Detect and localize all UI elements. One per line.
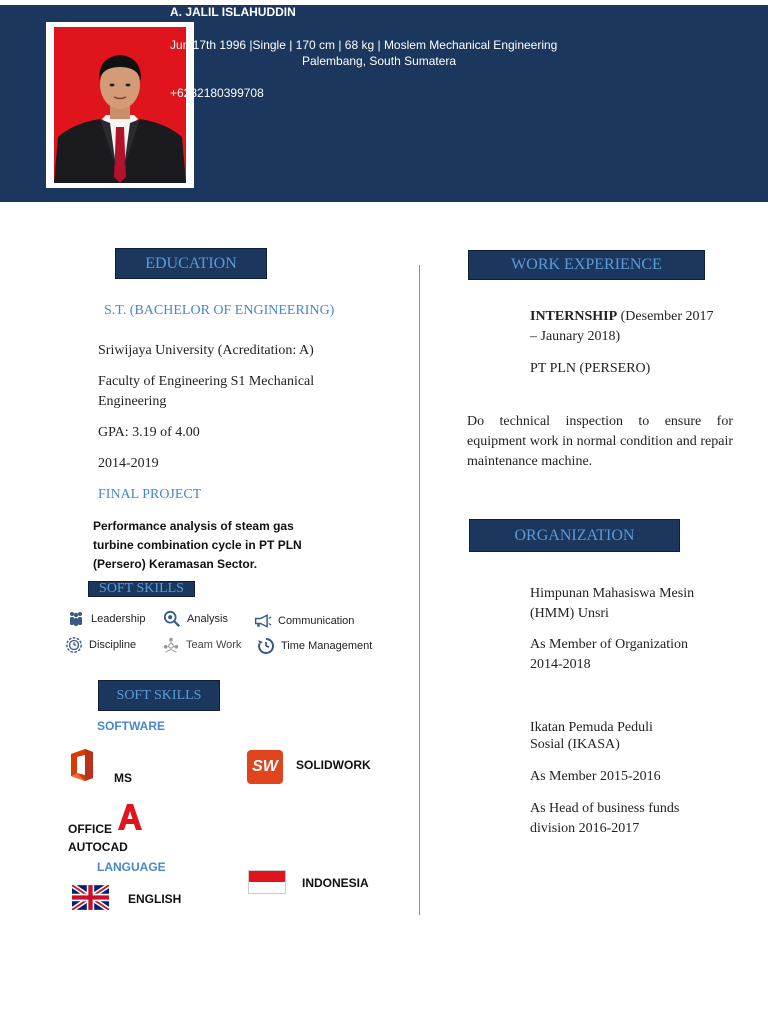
role-title: INTERNSHIP xyxy=(530,309,618,324)
skill-label: Discipline xyxy=(89,639,137,651)
skill-team-work xyxy=(162,636,241,654)
skill-leadership xyxy=(67,610,145,628)
uk-flag-icon xyxy=(72,885,109,915)
org2-role-head: As Head of business funds division 2016-2017 xyxy=(530,801,680,836)
university: Sriwijaya University (Acreditation: A) xyxy=(98,343,314,358)
degree-title: S.T. (BACHELOR OF ENGINEERING) xyxy=(104,303,335,318)
skill-label: Time Management xyxy=(281,640,373,652)
profile-photo xyxy=(54,27,186,183)
office-logo-icon xyxy=(67,748,97,787)
solidwork-logo-icon xyxy=(247,750,283,784)
skills-heading-2: SOFT SKILLS xyxy=(98,680,220,711)
role-period: (Desember 2017 – Jaunary 2018) xyxy=(530,309,714,344)
final-project-text: Performance analysis of steam gas turbine combination cycle in PT PLN (Persero) Keramasan Sector. xyxy=(93,519,302,571)
solidwork-label: SOLIDWORK xyxy=(296,758,371,772)
organization-heading: ORGANIZATION xyxy=(469,519,680,552)
office-label: OFFICE xyxy=(68,822,112,836)
gpa: GPA: 3.19 of 4.00 xyxy=(98,425,200,440)
work-company: PT PLN (PERSERO) xyxy=(530,361,651,376)
soft-skills-heading: SOFT SKILLS xyxy=(88,581,195,597)
skill-communication xyxy=(254,612,354,630)
phone-number: +6282180399708 xyxy=(170,86,264,100)
language-english: ENGLISH xyxy=(128,892,182,906)
team-icon xyxy=(162,636,180,654)
work-experience-heading: WORK EXPERIENCE xyxy=(468,250,705,280)
skill-label: Leadership xyxy=(91,613,146,625)
indonesia-flag-icon xyxy=(248,870,286,894)
education-years: 2014-2019 xyxy=(98,456,159,471)
candidate-name: A. JALIL ISLAHUDDIN xyxy=(170,5,296,19)
magnifier-gear-icon xyxy=(163,610,181,628)
org1-role: As Member of Organization 2014-2018 xyxy=(530,637,688,672)
people-icon xyxy=(67,610,85,628)
language-indonesia: INDONESIA xyxy=(302,876,369,890)
work-role xyxy=(530,307,720,347)
megaphone-icon xyxy=(254,612,272,630)
org2-name: Ikatan Pemuda Peduli Sosial (IKASA) xyxy=(530,720,653,752)
skill-time-management xyxy=(257,637,372,655)
autocad-logo-icon xyxy=(117,803,143,836)
timer-icon xyxy=(257,637,275,655)
org2-role-member: As Member 2015-2016 xyxy=(530,769,661,784)
skill-discipline xyxy=(65,636,136,654)
faculty: Faculty of Engineering S1 Mechanical Engineering xyxy=(98,374,315,409)
skill-label: Communication xyxy=(278,615,355,627)
skill-label: Analysis xyxy=(187,613,228,625)
org1-name: Himpunan Mahasiswa Mesin (HMM) Unsri xyxy=(530,586,695,621)
personal-details: Jun 17th 1996 |Single | 170 cm | 68 kg | Moslem Mechanical Engineering xyxy=(170,38,558,52)
software-label: SOFTWARE xyxy=(97,719,165,733)
education-heading: EDUCATION xyxy=(115,248,267,279)
ms-label: MS xyxy=(114,771,132,785)
language-label: LANGUAGE xyxy=(97,860,166,874)
solidwork-logo-text: SW xyxy=(252,758,278,775)
final-project-label: FINAL PROJECT xyxy=(98,487,202,502)
work-description: Do technical inspection to ensure for equipment work in normal condition and repair maintenance machine. xyxy=(467,414,733,469)
clock-gear-icon xyxy=(65,636,83,654)
skill-analysis xyxy=(163,610,228,628)
location: Palembang, South Sumatera xyxy=(302,54,457,68)
autocad-label: AUTOCAD xyxy=(68,840,128,854)
skill-label: Team Work xyxy=(186,639,242,651)
column-divider xyxy=(419,265,420,915)
